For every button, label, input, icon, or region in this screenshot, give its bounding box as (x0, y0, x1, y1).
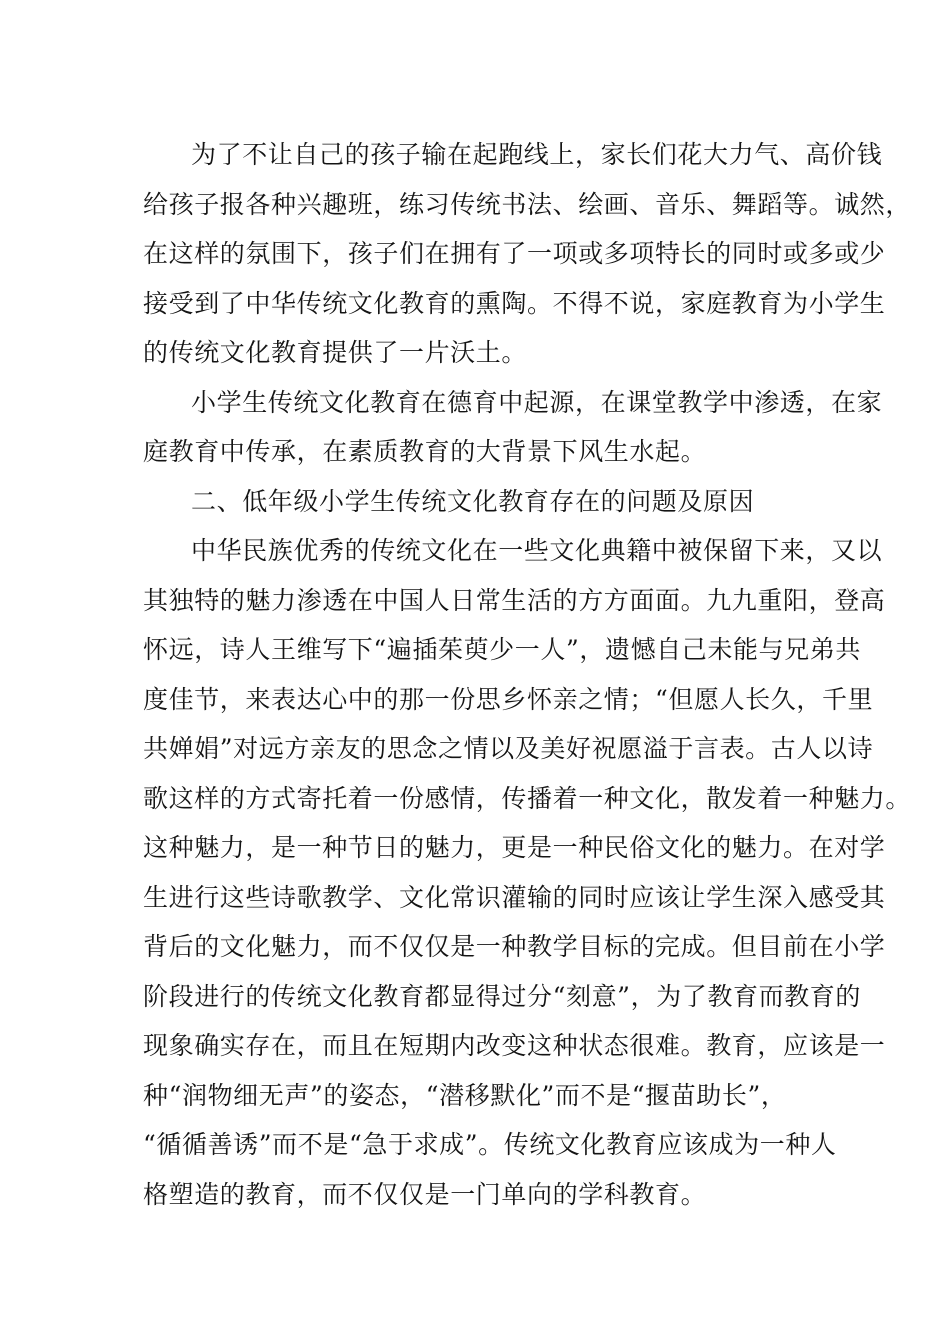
text-line: 现象确实存在，而且在短期内改变这种状态很难。教育，应该是一 (143, 1031, 886, 1060)
text-line: 种“润物细无声”的姿态，“潜移默化”而不是“揠苗助长”， (143, 1080, 787, 1110)
document-body (143, 130, 912, 1219)
text-line: 这种魅力，是一种节日的魅力，更是一种民俗文化的魅力。在对学 (143, 833, 886, 862)
text-line: 背后的文化魅力，而不仅仅是一种教学目标的完成。但目前在小学 (143, 932, 886, 961)
paragraph-problems (143, 526, 912, 1219)
text-line: 共婵娟”对远方亲友的思念之情以及美好祝愿溢于言表。古人以诗 (143, 734, 874, 763)
text-line: 生进行这些诗歌教学、文化常识灌输的同时应该让学生深入感受其 (143, 882, 886, 912)
text-line: 接受到了中华传统文化教育的熏陶。不得不说，家庭教育为小学生 (143, 288, 886, 318)
paragraph-family-education (143, 130, 912, 378)
text-line: 给孩子报各种兴趣班，练习传统书法、绘画、音乐、舞蹈等。诚然， (143, 189, 912, 219)
text-line: 度佳节，来表达心中的那一份思乡怀亲之情；“但愿人长久，千里 (143, 684, 874, 714)
paragraph-summary (143, 378, 883, 477)
text-line: 的传统文化教育提供了一片沃土。 (143, 338, 528, 367)
text-line: 歌这样的方式寄托着一份感情，传播着一种文化，散发着一种魅力。 (143, 783, 912, 813)
text-line: 阶段进行的传统文化教育都显得过分“刻意”，为了教育而教育的 (143, 981, 861, 1011)
text-line: 庭教育中传承，在素质教育的大背景下风生水起。 (143, 437, 707, 466)
text-line: 小学生传统文化教育在德育中起源，在课堂教学中渗透，在家 (191, 387, 883, 417)
text-line: 中华民族优秀的传统文化在一些文化典籍中被保留下来，又以 (191, 536, 883, 565)
section-heading (143, 477, 807, 527)
text-line: 在这样的氛围下，孩子们在拥有了一项或多项特长的同时或多或少 (143, 239, 886, 268)
text-line: “循循善诱”而不是“急于求成”。传统文化教育应该成为一种人 (143, 1130, 837, 1159)
text-line: 为了不让自己的孩子输在起跑线上，家长们花大力气、高价钱 (191, 140, 883, 169)
section-heading-text: 二、低年级小学生传统文化教育存在的问题及原因 (191, 486, 755, 516)
text-line: 格塑造的教育，而不仅仅是一门单向的学科教育。 (143, 1179, 707, 1209)
text-line: 其独特的魅力渗透在中国人日常生活的方方面面。九九重阳，登高 (143, 585, 886, 615)
text-line: 怀远，诗人王维写下“遍插茱萸少一人”，遗憾自己未能与兄弟共 (143, 635, 861, 664)
